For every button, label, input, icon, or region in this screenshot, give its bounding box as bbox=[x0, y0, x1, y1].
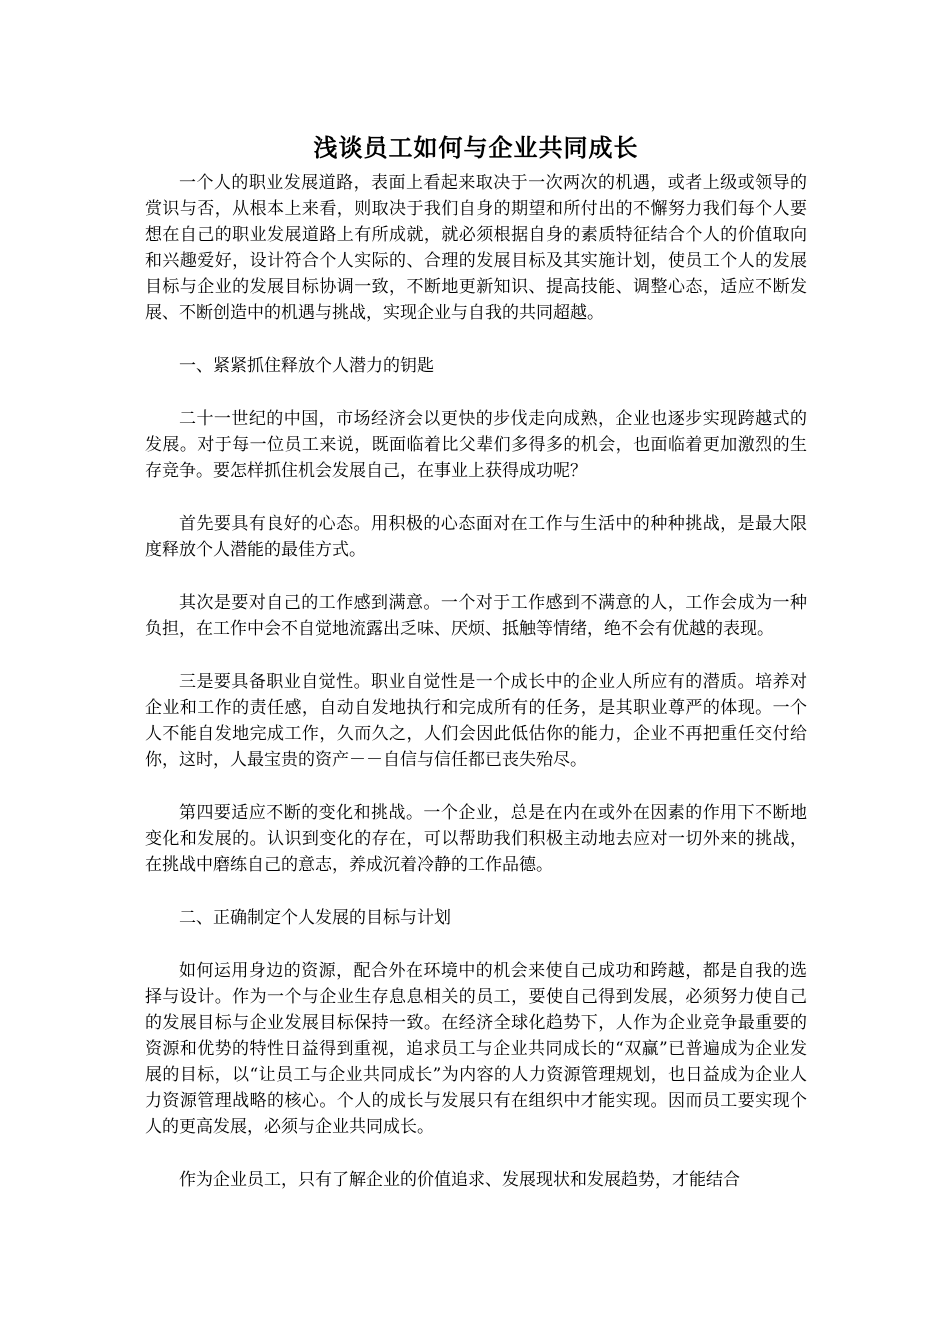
document-page bbox=[145, 128, 807, 1193]
paragraph-gap bbox=[145, 563, 807, 590]
paragraph-adapt-change: 第四要适应不断的变化和挑战。一个企业，总是在内在或外在因素的作用下不断地变化和发展的。认识到变化的存在，可以帮助我们积极主动地去应对一切外来的挑战，在挑战中磨练自己的意志，养成沉着冷静的工作品德。 bbox=[145, 803, 807, 875]
paragraph-resources: 如何运用身边的资源，配合外在环境中的机会来使自己成功和跨越，都是自我的选择与设计。作为一个与企业生存息息相关的员工，要使自己得到发展，必须努力使自己的发展目标与企业发展目标保持一致。在经济全球化趋势下，人作为企业竞争最重要的资源和优势的特性日益得到重视，追求员工与企业共同成长的“双赢”已普遍成为企业发展的目标，以“让员工与企业共同成长”为内容的人力资源管理规划，也日益成为企业人力资源管理战略的核心。个人的成长与发展只有在组织中才能实现。因而员工要实现个人的更高发展，必须与企业共同成长。 bbox=[145, 961, 807, 1137]
paragraph-gap bbox=[145, 773, 807, 800]
document-title: 浅谈员工如何与企业共同成长 bbox=[313, 133, 639, 162]
paragraph-job-satisfaction: 其次是要对自己的工作感到满意。一个对于工作感到不满意的人，工作会成为一种负担，在工作中会不自觉地流露出乏味、厌烦、抵触等情绪，绝不会有优越的表现。 bbox=[145, 593, 807, 639]
paragraph-gap bbox=[145, 326, 807, 353]
paragraph-gap bbox=[145, 931, 807, 958]
paragraph-gap bbox=[145, 642, 807, 669]
section-heading-2: 二、正确制定个人发展的目标与计划 bbox=[179, 908, 451, 928]
paragraph-gap bbox=[145, 878, 807, 905]
paragraph-intro: 一个人的职业发展道路，表面上看起来取决于一次两次的机遇，或者上级或领导的赏识与否，从根本上来看，则取决于我们自身的期望和所付出的不懈努力我们每个人要想在自己的职业发展道路上有所成就，就必须根据自身的素质特征结合个人的价值取向和兴趣爱好，设计符合个人实际的、合理的发展目标及其实施计划，使员工个人的发展目标与企业的发展目标协调一致，不断地更新知识、提高技能、调整心态，适应不断发展、不断创造中的机遇与挑战，实现企业与自我的共同超越。 bbox=[145, 173, 807, 323]
paragraph-as-employee: 作为企业员工，只有了解企业的价值追求、发展现状和发展趋势，才能结合 bbox=[179, 1170, 740, 1190]
paragraph-gap bbox=[145, 379, 807, 406]
paragraph-gap bbox=[145, 484, 807, 511]
paragraph-professional-awareness: 三是要具备职业自觉性。职业自觉性是一个成长中的企业人所应有的潜质。培养对企业和工作的责任感，自动自发地执行和完成所有的任务，是其职业尊严的体现。一个人不能自发地完成工作，久而久之，人们会因此低估你的能力，企业不再把重任交付给你，这时，人最宝贵的资产－－自信与信任都已丧失殆尽。 bbox=[145, 672, 807, 770]
paragraph-gap bbox=[145, 1140, 807, 1167]
paragraph-21st-century: 二十一世纪的中国，市场经济会以更快的步伐走向成熟，企业也逐步实现跨越式的发展。对于每一位员工来说，既面临着比父辈们多得多的机会，也面临着更加激烈的生存竞争。要怎样抓住机会发展自己，在事业上获得成功呢？ bbox=[145, 409, 807, 481]
paragraph-good-mindset: 首先要具有良好的心态。用积极的心态面对在工作与生活中的种种挑战，是最大限度释放个人潜能的最佳方式。 bbox=[145, 514, 807, 560]
section-heading-1: 一、紧紧抓住释放个人潜力的钥匙 bbox=[179, 356, 434, 376]
